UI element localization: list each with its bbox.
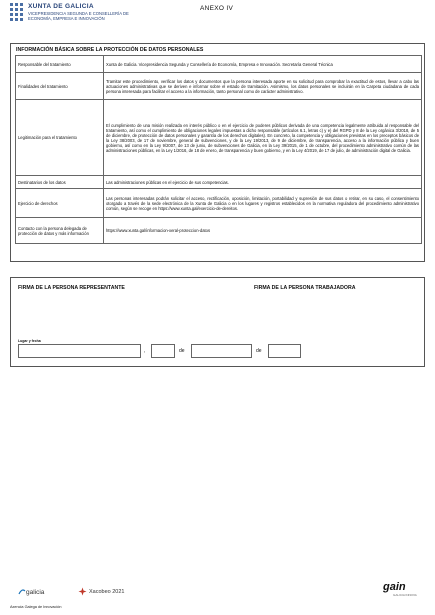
representative-signature-label: FIRMA DE LA PERSONA REPRESENTANTE <box>18 285 125 291</box>
xacobeo-text: Xacobeo 2021 <box>89 588 125 595</box>
row-value: Tramitar este procedimiento, verificar los datos y documentos que la persona interesada aporte en su solicitud para comprobar la exactitud de estos, llevar a cabo las actuaciones administrativas que se deriven e informar sobre el estado de tramitación. Asimismo, los datos personales se incluirán en la Carpeta ciudadana de cada persona interesada para facilitar el acceso a la información, tanto personal como de carácter administrativo. <box>104 73 422 100</box>
page-footer <box>0 580 435 615</box>
row-value: Las personas interesadas podrán solicitar el acceso, rectificación, oposición, limitación, portabilidad y supresión de sus datos o retirar, en su caso, el consentimiento otorgado a través de la sede electrónica de la Xunta de Galicia o en los lugares y registros establecidos en la normativa reguladora del procedimiento administrativo común, según se recoge en https://www.xunta.gal/exercicio-de-dereitos. <box>104 189 422 218</box>
galicia-swoosh-icon <box>18 588 26 596</box>
org-subtitle: VICEPRESIDENCIA SEGUNDA E CONSELLERÍA DE ECONOMÍA, EMPRESA E INNOVACIÓN <box>28 11 129 21</box>
table-row <box>16 73 422 100</box>
org-name: XUNTA DE GALICIA <box>28 3 94 10</box>
place-date-label: Lugar y fecha <box>18 339 41 343</box>
galicia-text: galicia <box>26 588 45 596</box>
de-separator: de <box>179 348 185 354</box>
page-header <box>10 3 430 43</box>
row-key: Contacto con la persona delegada de protección de datos y más información <box>16 218 104 244</box>
data-protection-box <box>10 43 425 262</box>
row-key: Legitimación para el tratamiento <box>16 100 104 176</box>
place-field[interactable] <box>18 344 141 358</box>
agency-name: Axencia Galega de Innovación <box>10 605 62 609</box>
month-field[interactable] <box>191 344 252 358</box>
row-value: https://www.xunta.gal/informacion-xeral-proteccion-datos <box>104 218 422 244</box>
galicia-logo <box>18 588 44 596</box>
comma-separator: , <box>144 348 146 354</box>
year-field[interactable] <box>268 344 301 358</box>
table-row <box>16 189 422 218</box>
row-value: Las administraciones públicas en el ejercicio de sus competencias. <box>104 176 422 189</box>
annex-title: ANEXO IV <box>200 5 234 12</box>
table-row <box>16 56 422 73</box>
gain-logo: gain <box>383 581 406 593</box>
row-key: Ejercicio de derechos <box>16 189 104 218</box>
data-protection-title: INFORMACIÓN BÁSICA SOBRE LA PROTECCIÓN DE DATOS PERSONALES <box>16 47 204 53</box>
xunta-emblem-icon <box>10 3 24 25</box>
row-key: Finalidades del tratamiento <box>16 73 104 100</box>
row-key: Destinatarios de los datos <box>16 176 104 189</box>
xunta-logo <box>10 3 138 25</box>
worker-signature-label: FIRMA DE LA PERSONA TRABAJADORA <box>254 285 356 291</box>
data-protection-table <box>15 55 422 244</box>
xacobeo-star-icon <box>78 587 87 596</box>
day-field[interactable] <box>151 344 175 358</box>
table-row <box>16 218 422 244</box>
table-row <box>16 100 422 176</box>
gain-subtitle: GALICIA INNOVA <box>393 593 417 597</box>
row-key: Responsable del tratamiento <box>16 56 104 73</box>
de-separator: de <box>256 348 262 354</box>
table-row <box>16 176 422 189</box>
row-value: Xunta de Galicia. Vicepresidencia Segunda y Consellería de Economía, Empresa e Innovación. Secretaría General Técnica <box>104 56 422 73</box>
row-value: El cumplimiento de una misión realizada en interés público o en el ejercicio de poderes públicos derivada de una competencia legalmente atribuida al responsable del tratamiento, así como el cumplimiento de obligaciones legales impuestas a dicho responsable (artículos 6.1, letras c) y e) del RGPD y 8 de la Ley orgánica 3/2018, de 5 de diciembre, de protección de datos personales y garantía de los derechos digitales). En concreto, la competencia y obligaciones previstas en los preceptos básicos de la Ley 38/2003, de 17 de noviembre, general de subvenciones, y de la Ley 19/2013, de 9 de diciembre, de transparencia, acceso a la información pública y buen gobierno, así como en la Ley 9/2007, de 13 de junio, de subvenciones de Galicia, en la Ley 39/2015, de 1 de octubre, del procedimiento administrativo común de las administraciones públicas, en la Ley 1/2016, de 18 de enero, de transparencia y buen gobierno, y en la Ley 4/2019, de 17 de julio, de administración digital de Galicia. <box>104 100 422 176</box>
xacobeo-logo <box>78 587 124 596</box>
signature-box <box>10 277 425 367</box>
